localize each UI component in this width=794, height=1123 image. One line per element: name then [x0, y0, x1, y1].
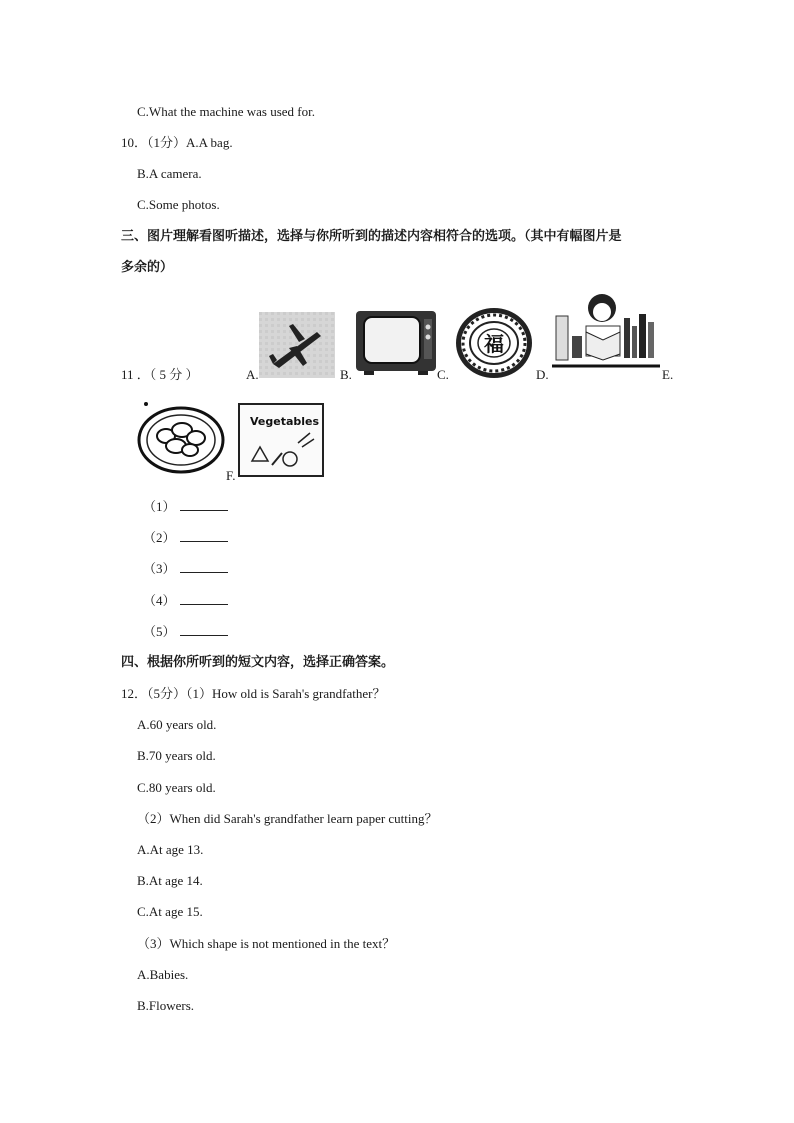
answer-number: （1） — [143, 499, 176, 514]
q12-s1-option-b: B.70 years old. — [137, 748, 216, 763]
fruit-plate-picture — [136, 398, 226, 476]
q10-option-b: B.A camera. — [137, 166, 202, 181]
tv-picture — [354, 309, 438, 376]
q11-label-a: A. — [246, 367, 259, 382]
q12-s3-option-b: B.Flowers. — [137, 998, 195, 1013]
answer-blank[interactable] — [180, 623, 228, 636]
q11-answer-3 — [143, 560, 228, 578]
q12-s3-option-a: A.Babies. — [137, 967, 189, 982]
section4-heading: 四、根据你所听到的短文内容，选择正确答案。 — [121, 655, 395, 670]
answer-number: （2） — [143, 530, 176, 545]
q12-s2-option-a: A.At age 13. — [137, 842, 204, 857]
q11-answer-1 — [143, 498, 228, 516]
answer-number: （3） — [143, 561, 176, 576]
section3-heading-line2: 多余的） — [121, 260, 174, 275]
q11-answer-5 — [143, 623, 228, 641]
q11-stem: 11 ．（ 5 分 ） — [121, 367, 199, 382]
vegetables-label: Vegetables — [250, 415, 320, 428]
answer-blank[interactable] — [180, 498, 228, 511]
q12-sub3: （3）Which shape is not mentioned in the text？ — [137, 936, 396, 951]
q12-sub2: （2）When did Sarah's grandfather learn paper cutting？ — [137, 811, 438, 826]
vegetables-picture — [238, 403, 324, 477]
answer-blank[interactable] — [180, 560, 228, 573]
section3-heading-line1: 三、图片理解看图听描述，选择与你所听到的描述内容相符合的选项。（其中有幅图片是 — [121, 229, 622, 244]
q12-s1-option-a: A.60 years old. — [137, 717, 217, 732]
answer-number: （5） — [143, 624, 176, 639]
q11-answer-4 — [143, 592, 228, 610]
q12-s1-option-c: C.80 years old. — [137, 780, 216, 795]
fu-papercut-picture — [454, 306, 534, 380]
q11-label-d: D. — [536, 367, 549, 382]
q9-option-c: C.What the machine was used for. — [137, 104, 315, 119]
airplane-picture — [259, 312, 335, 378]
q11-answer-2 — [143, 529, 228, 547]
answer-blank[interactable] — [180, 592, 228, 605]
q12-stem: 12．（5分）（1）How old is Sarah's grandfather？ — [121, 686, 386, 701]
q10-option-c: C.Some photos. — [137, 197, 220, 212]
girl-reading-books-picture — [552, 288, 660, 370]
fu-character: 福 — [484, 332, 504, 356]
q12-s2-option-c: C.At age 15. — [137, 904, 203, 919]
q11-label-c: C. — [437, 367, 449, 382]
answer-blank[interactable] — [180, 529, 228, 542]
answer-number: （4） — [143, 593, 176, 608]
q11-label-e: E. — [662, 367, 674, 382]
q12-s2-option-b: B.At age 14. — [137, 873, 203, 888]
q11-label-b: B. — [340, 367, 352, 382]
q11-label-f: F. — [226, 468, 236, 483]
q10-stem: 10．（1分）A.A bag. — [121, 135, 233, 150]
